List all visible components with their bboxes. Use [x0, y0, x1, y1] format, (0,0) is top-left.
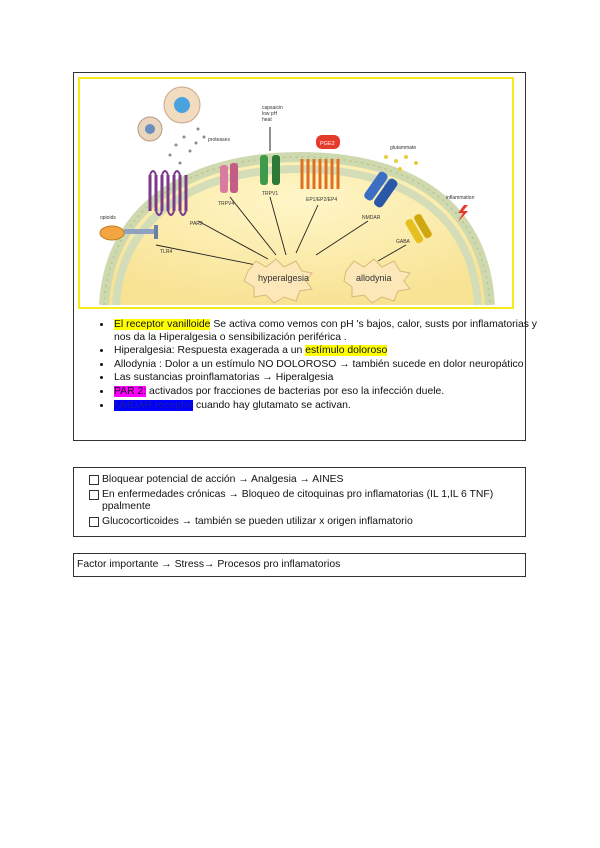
par2-receptor-icon [150, 171, 186, 215]
checklist-text: Glucocorticoides → también se pueden utilizar x origen inflamatorio [102, 515, 413, 527]
cell-nucleus-icon [174, 97, 190, 113]
tlr4-receptor-icon [124, 229, 154, 234]
bullet-text: cuando hay glutamato se activan. [193, 399, 351, 411]
list-item [112, 319, 542, 344]
label-inflammation: inflammation [446, 195, 475, 201]
label-trpv1: TRPV1 [262, 191, 279, 197]
checkbox[interactable] [89, 475, 99, 485]
pain-receptors-figure [78, 77, 514, 309]
bullet-text: Hiperalgesia: Respuesta exagerada a un [114, 345, 306, 357]
notes-box-receptors [73, 72, 538, 441]
list-item [112, 345, 542, 358]
list-item [112, 386, 542, 399]
list-item [112, 372, 542, 385]
bullet-text: Las sustancias proinflamatorias → Hiperalgesia [114, 372, 334, 384]
receptor-diagram [80, 79, 512, 307]
treatment-checklist [86, 474, 518, 530]
checklist-item [86, 516, 518, 529]
checklist-item [86, 474, 518, 487]
checkbox[interactable] [89, 517, 99, 527]
label-pge2: PGE2 [320, 141, 335, 147]
label-opioids: opioids [100, 215, 116, 221]
protease-dots [169, 128, 206, 165]
receptor-notes-list [86, 319, 542, 413]
notes-box-stress [73, 553, 526, 577]
label-nmdar: NMDAR [362, 215, 381, 221]
cell-nucleus-small-icon [145, 124, 155, 134]
label-allodynia: allodynia [356, 273, 392, 283]
ep-receptor-icon [302, 159, 338, 189]
label-proteases: proteases [208, 137, 230, 143]
notes-box-treatment [73, 467, 526, 537]
stress-note-text: Factor importante → Stress→ Procesos pro inflamatorios [77, 559, 341, 570]
tlr4-anchor-icon [154, 225, 158, 239]
label-hyperalgesia: hyperalgesia [258, 273, 310, 283]
label-capsaicin: capsaicin low pH heat [262, 105, 283, 123]
label-trpv4: TRPV4 [218, 201, 235, 207]
highlight-nmdar: NMDAR receptor [114, 399, 194, 411]
list-item [112, 400, 542, 413]
opioid-molecule-icon [100, 226, 124, 240]
label-glutammate: glutammate [390, 145, 417, 151]
highlight-vanilloid: El receptor vanilloide [114, 319, 211, 330]
bullet-text: Se activa como vemos con pH 's bajos, calor, susts por inflamatorias y nos da la Hiperalgesia o sensibilización periférica . [114, 319, 538, 343]
checklist-item [86, 489, 518, 514]
label-gaba: GABA [396, 239, 410, 245]
bullet-text: Allodynia : Dolor a un estímulo NO DOLOROSO → también sucede en dolor neuropático [114, 358, 524, 370]
highlight-stimulus: estímulo doloroso [305, 345, 388, 357]
label-tlr4: TLR4 [160, 249, 173, 255]
checklist-text: Bloquear potencial de acción → Analgesia → AINES [102, 474, 344, 485]
checkbox[interactable] [89, 490, 99, 500]
list-item [112, 359, 542, 372]
checklist-text: En enfermedades crónicas → Bloqueo de citoquinas pro inflamatorias (IL 1,IL 6 TNF) ppalmente [102, 488, 494, 513]
label-ep: EP1/EP2/EP4 [306, 197, 338, 203]
bullet-text: activados por fracciones de bacterias por eso la infección duele. [146, 385, 445, 397]
highlight-par2: PAR 2: [114, 385, 147, 397]
label-par2: PAR2 [190, 221, 203, 227]
